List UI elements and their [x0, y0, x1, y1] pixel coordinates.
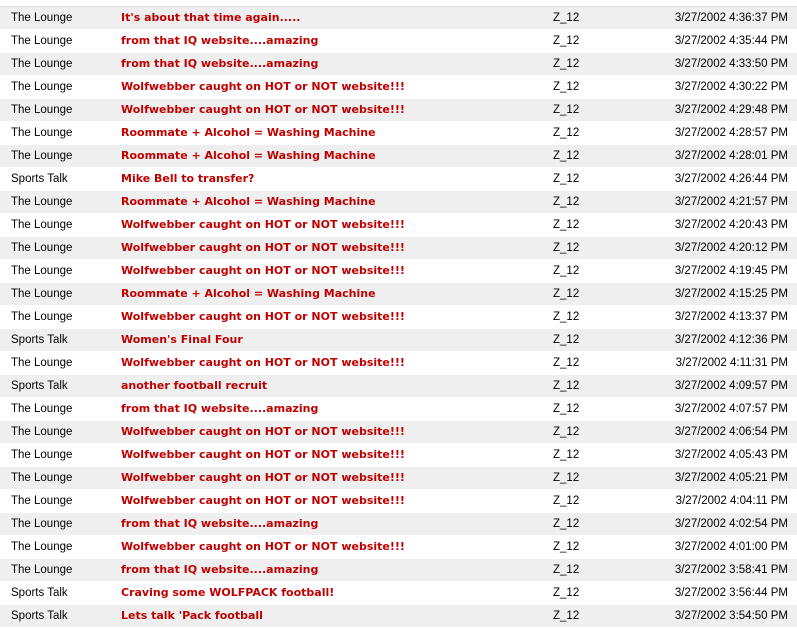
forum-name: The Lounge — [11, 541, 73, 553]
post-date: 3/27/2002 4:21:57 PM — [674, 196, 788, 208]
forum-name: The Lounge — [11, 472, 73, 484]
table-row — [0, 582, 797, 605]
table-row — [0, 490, 797, 513]
subject-link[interactable]: Wolfwebber caught on HOT or NOT website!!! — [121, 103, 405, 116]
author-name: Z_12 — [553, 564, 580, 576]
table-row — [0, 7, 797, 30]
forum-name: The Lounge — [11, 288, 73, 300]
table-row — [0, 421, 797, 444]
forum-name: The Lounge — [11, 242, 73, 254]
forum-name: The Lounge — [11, 426, 73, 438]
post-date: 3/27/2002 4:15:25 PM — [674, 288, 788, 300]
author-name: Z_12 — [553, 81, 580, 93]
forum-name: The Lounge — [11, 12, 73, 24]
author-name: Z_12 — [553, 587, 580, 599]
post-date: 3/27/2002 4:02:54 PM — [674, 518, 788, 530]
author-name: Z_12 — [553, 104, 580, 116]
post-date: 3/27/2002 4:05:21 PM — [674, 472, 788, 484]
post-date: 3/27/2002 4:20:12 PM — [674, 242, 788, 254]
table-row — [0, 375, 797, 398]
subject-link[interactable]: from that IQ website....amazing — [121, 402, 319, 415]
forum-name: The Lounge — [11, 564, 73, 576]
post-date: 3/27/2002 4:19:45 PM — [674, 265, 788, 277]
subject-link[interactable]: Wolfwebber caught on HOT or NOT website!!! — [121, 310, 405, 323]
table-row — [0, 168, 797, 191]
author-name: Z_12 — [553, 541, 580, 553]
author-name: Z_12 — [553, 472, 580, 484]
table-row — [0, 513, 797, 536]
forum-name: The Lounge — [11, 58, 73, 70]
forum-name: The Lounge — [11, 104, 73, 116]
author-name: Z_12 — [553, 12, 580, 24]
author-name: Z_12 — [553, 265, 580, 277]
author-name: Z_12 — [553, 518, 580, 530]
author-name: Z_12 — [553, 173, 580, 185]
author-name: Z_12 — [553, 242, 580, 254]
post-date: 3/27/2002 4:28:01 PM — [674, 150, 788, 162]
forum-name: Sports Talk — [11, 380, 68, 392]
table-row — [0, 306, 797, 329]
subject-link[interactable]: Wolfwebber caught on HOT or NOT website!!! — [121, 218, 405, 231]
subject-link[interactable]: Wolfwebber caught on HOT or NOT website!!! — [121, 494, 405, 507]
table-row — [0, 352, 797, 375]
table-row — [0, 30, 797, 53]
author-name: Z_12 — [553, 35, 580, 47]
subject-link[interactable]: Wolfwebber caught on HOT or NOT website!!! — [121, 241, 405, 254]
table-top-edge — [0, 0, 797, 7]
table-row — [0, 283, 797, 306]
forum-name: The Lounge — [11, 35, 73, 47]
author-name: Z_12 — [553, 58, 580, 70]
subject-link[interactable]: Women's Final Four — [121, 333, 243, 346]
forum-name: The Lounge — [11, 449, 73, 461]
forum-name: Sports Talk — [11, 173, 68, 185]
forum-name: Sports Talk — [11, 334, 68, 346]
subject-link[interactable]: Roommate + Alcohol = Washing Machine — [121, 149, 376, 162]
author-name: Z_12 — [553, 219, 580, 231]
post-date: 3/27/2002 4:07:57 PM — [674, 403, 788, 415]
author-name: Z_12 — [553, 403, 580, 415]
forum-name: The Lounge — [11, 150, 73, 162]
author-name: Z_12 — [553, 311, 580, 323]
post-date: 3/27/2002 3:58:41 PM — [674, 564, 788, 576]
forum-name: The Lounge — [11, 403, 73, 415]
author-name: Z_12 — [553, 426, 580, 438]
table-row — [0, 214, 797, 237]
post-date: 3/27/2002 4:05:43 PM — [674, 449, 788, 461]
forum-name: Sports Talk — [11, 587, 68, 599]
subject-link[interactable]: from that IQ website....amazing — [121, 34, 319, 47]
table-row — [0, 191, 797, 214]
table-row — [0, 536, 797, 559]
table-row — [0, 398, 797, 421]
table-row — [0, 99, 797, 122]
post-date: 3/27/2002 4:11:31 PM — [675, 357, 788, 369]
table-row — [0, 559, 797, 582]
author-name: Z_12 — [553, 610, 580, 622]
subject-link[interactable]: It's about that time again..... — [121, 11, 301, 24]
post-date: 3/27/2002 4:13:37 PM — [674, 311, 788, 323]
post-date: 3/27/2002 4:04:11 PM — [675, 495, 788, 507]
post-date: 3/27/2002 4:28:57 PM — [674, 127, 788, 139]
table-row — [0, 605, 797, 628]
post-date: 3/27/2002 4:26:44 PM — [674, 173, 788, 185]
table-row — [0, 260, 797, 283]
table-row — [0, 237, 797, 260]
subject-link[interactable]: Wolfwebber caught on HOT or NOT website!!! — [121, 425, 405, 438]
subject-link[interactable]: Lets talk 'Pack football — [121, 609, 263, 622]
author-name: Z_12 — [553, 334, 580, 346]
post-date: 3/27/2002 3:56:44 PM — [674, 587, 788, 599]
author-name: Z_12 — [553, 357, 580, 369]
post-date: 3/27/2002 4:36:37 PM — [674, 12, 788, 24]
table-row — [0, 444, 797, 467]
subject-link[interactable]: Wolfwebber caught on HOT or NOT website!!! — [121, 80, 405, 93]
subject-link[interactable]: another football recruit — [121, 379, 268, 392]
subject-link[interactable]: Roommate + Alcohol = Washing Machine — [121, 126, 376, 139]
forum-name: The Lounge — [11, 196, 73, 208]
table-row — [0, 53, 797, 76]
author-name: Z_12 — [553, 449, 580, 461]
forum-name: The Lounge — [11, 81, 73, 93]
subject-link[interactable]: Wolfwebber caught on HOT or NOT website!!! — [121, 356, 405, 369]
subject-link[interactable]: Wolfwebber caught on HOT or NOT website!!! — [121, 264, 405, 277]
forum-name: The Lounge — [11, 311, 73, 323]
subject-link[interactable]: from that IQ website....amazing — [121, 517, 319, 530]
table-row — [0, 329, 797, 352]
table-row — [0, 76, 797, 99]
subject-link[interactable]: from that IQ website....amazing — [121, 57, 319, 70]
author-name: Z_12 — [553, 127, 580, 139]
post-date: 3/27/2002 4:01:00 PM — [674, 541, 788, 553]
subject-link[interactable]: from that IQ website....amazing — [121, 563, 319, 576]
subject-link[interactable]: Mike Bell to transfer? — [121, 172, 255, 185]
author-name: Z_12 — [553, 288, 580, 300]
forum-name: Sports Talk — [11, 610, 68, 622]
post-date: 3/27/2002 4:12:36 PM — [674, 334, 788, 346]
forum-name: The Lounge — [11, 219, 73, 231]
author-name: Z_12 — [553, 150, 580, 162]
post-date: 3/27/2002 4:20:43 PM — [674, 219, 788, 231]
subject-link[interactable]: Roommate + Alcohol = Washing Machine — [121, 195, 376, 208]
forum-name: The Lounge — [11, 495, 73, 507]
forum-name: The Lounge — [11, 265, 73, 277]
post-date: 3/27/2002 4:33:50 PM — [674, 58, 788, 70]
table-row — [0, 145, 797, 168]
table-row — [0, 467, 797, 490]
subject-link[interactable]: Wolfwebber caught on HOT or NOT website!!! — [121, 448, 405, 461]
post-date: 3/27/2002 4:35:44 PM — [674, 35, 788, 47]
post-date: 3/27/2002 4:09:57 PM — [674, 380, 788, 392]
forum-name: The Lounge — [11, 127, 73, 139]
post-date: 3/27/2002 4:30:22 PM — [674, 81, 788, 93]
forum-name: The Lounge — [11, 518, 73, 530]
author-name: Z_12 — [553, 380, 580, 392]
post-date: 3/27/2002 3:54:50 PM — [674, 610, 788, 622]
table-row — [0, 122, 797, 145]
subject-link[interactable]: Roommate + Alcohol = Washing Machine — [121, 287, 376, 300]
post-date: 3/27/2002 4:06:54 PM — [674, 426, 788, 438]
author-name: Z_12 — [553, 196, 580, 208]
post-list — [0, 7, 797, 628]
subject-link[interactable]: Wolfwebber caught on HOT or NOT website!!! — [121, 540, 405, 553]
forum-name: The Lounge — [11, 357, 73, 369]
post-date: 3/27/2002 4:29:48 PM — [674, 104, 788, 116]
subject-link[interactable]: Craving some WOLFPACK football! — [121, 586, 335, 599]
subject-link[interactable]: Wolfwebber caught on HOT or NOT website!!! — [121, 471, 405, 484]
author-name: Z_12 — [553, 495, 580, 507]
